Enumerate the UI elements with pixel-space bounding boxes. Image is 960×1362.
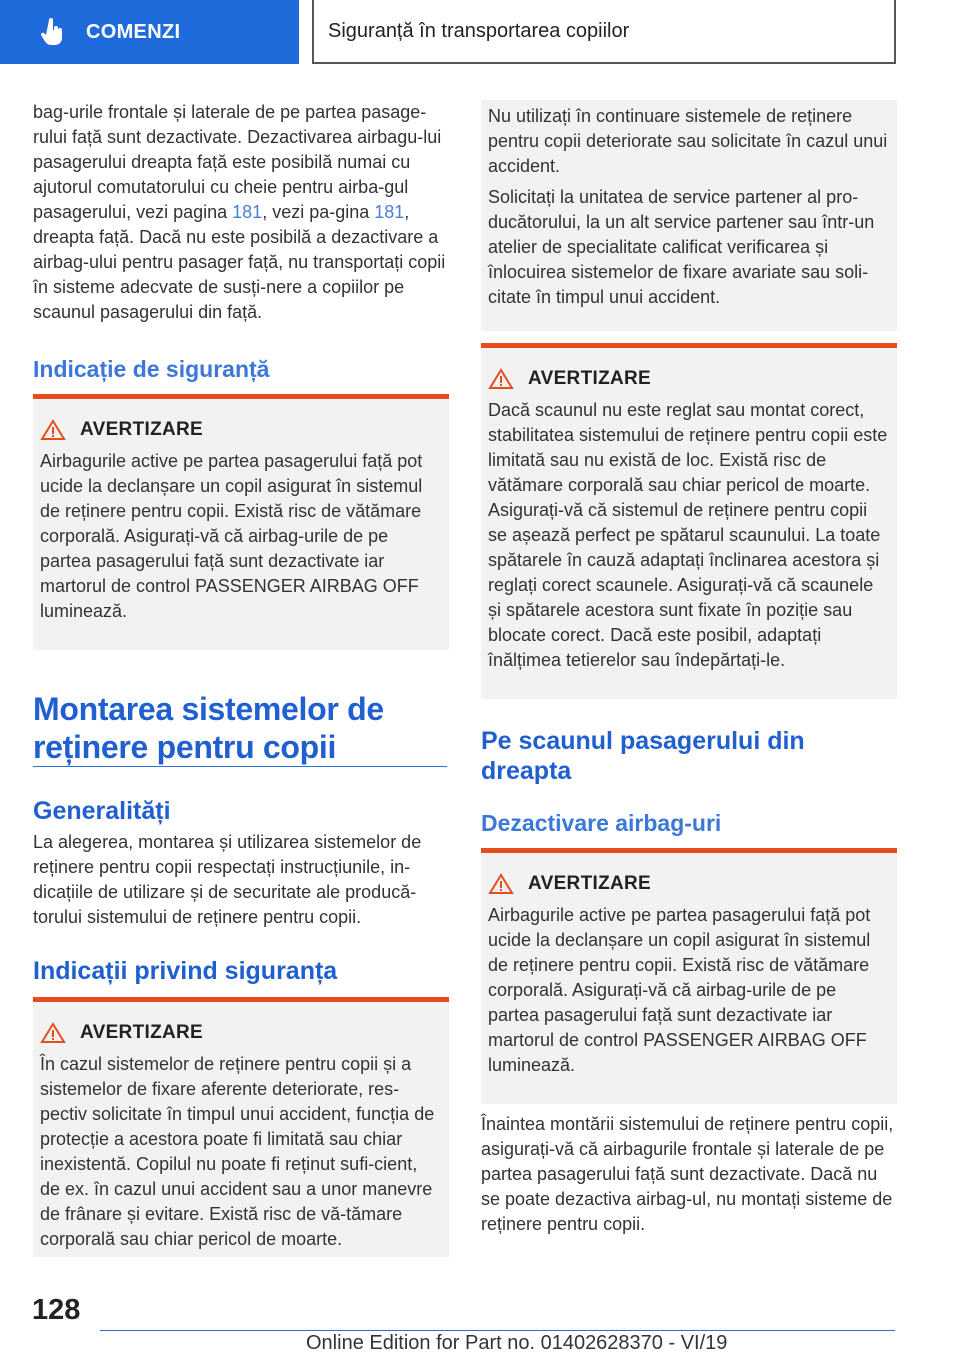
warning-box-3 — [481, 343, 897, 699]
warning-continuation-box — [481, 100, 897, 331]
chapter-title-box — [312, 0, 896, 64]
hand-pointer-icon — [40, 18, 66, 46]
warning-box-4 — [481, 848, 897, 1104]
warning-triangle-icon — [488, 873, 514, 895]
warning-triangle-icon — [40, 419, 66, 441]
warning-title: AVERTIZARE — [528, 873, 651, 894]
warning-triangle-icon — [40, 1022, 66, 1044]
heading-general: Generalități — [33, 797, 171, 825]
heading-underline — [33, 766, 447, 767]
warning-text: În cazul sistemelor de reținere pentru copii și a sistemelor de fixare aferente deteriorate, res-pectiv solicitate în timpul unui accident, funcția de protecție a acestora poate fi limitată sau chiar inexistentă. Copilul nu poate fi reținut sufi-cient, de ex. în cazul unui accident sau a unor manevre de frânare și evitare. Există risc de vă-tămare corporală sau chiar pericol de moarte. — [40, 1054, 435, 1249]
chapter-title: Siguranță în transportarea copiilor — [328, 19, 630, 42]
warning-title: AVERTIZARE — [80, 419, 203, 440]
warning-box-2 — [33, 997, 449, 1257]
warning-title: AVERTIZARE — [80, 1022, 203, 1043]
footer-rule — [100, 1330, 895, 1331]
section-tab-label: COMENZI — [86, 20, 181, 43]
page-footer — [0, 1290, 960, 1362]
heading-passenger-seat: Pe scaunul pasagerului din dreapta — [481, 727, 805, 785]
intro-paragraph: bag-urile frontale și laterale de pe partea pasage-rului față sunt dezactivate. Dezactivarea airbagu-lui pasagerului dreapta față este posibilă numai cu ajutorul comutatorului cu cheie pentru airba-gul pasagerului, vezi pagina 181, vezi pa-gina 181, dreapta față. Dacă nu este posibilă a dezactivare a airbag-ului pentru pasager față, nu transportați copii în sisteme adecvate de susți-nere a copiilor pe scaunul pasagerului din față. — [33, 102, 446, 322]
warning-box-1 — [33, 394, 449, 650]
warning-triangle-icon — [488, 368, 514, 390]
heading-mounting-systems: Montarea sistemelor de reținere pentru copii — [33, 691, 384, 765]
heading-airbag-deactivation: Dezactivare airbag-uri — [481, 810, 722, 836]
warning-text: Dacă scaunul nu este reglat sau montat corect, stabilitatea sistemului de reținere pentru copii este limitată sau nu există de loc. Există risc de vătămare corporală sau chiar pericol de moarte. Asigurați-vă că sistemul de reținere pentru copii se așează perfect pe spătarul scaunului. La toate spătarele în cauză adaptați înclinarea acestora și reglați corect scaunele. Asigurați-vă că scaunele și spătarele acestora sunt fixate în poziție sau blocate corect. Dacă este posibil, adaptați înălțimea tetierelor sau îndepărtați-le. — [488, 400, 888, 670]
heading-safety-note: Indicație de siguranță — [33, 356, 270, 382]
edition-label: Online Edition for Part no. 01402628370 - VI/19 — [306, 1332, 728, 1354]
page-number: 128 — [32, 1294, 81, 1326]
warning-title: AVERTIZARE — [528, 368, 651, 389]
warning-text: Airbagurile active pe partea pasagerului față pot ucide la declanșare un copil asigurat în sistemul de reținere pentru copii. Există risc de vătămare corporală. Asigurați-vă că airbag-urile de pe partea pasagerului față sunt dezactivate iar martorul de control PASSENGER AIRBAG OFF luminează. — [488, 905, 871, 1075]
page-header — [0, 0, 960, 68]
page-link-181-b[interactable]: 181 — [374, 202, 405, 222]
heading-safety-indications: Indicații privind siguranța — [33, 957, 338, 985]
general-paragraph: La alegerea, montarea și utilizarea sistemelor de reținere pentru copii respectați instrucțiunile, in-dicațiile de utilizare și de securitate ale producă-torului sistemului de reținere pentru copii. — [33, 832, 422, 927]
continuation-paragraph-2: Solicitați la unitatea de service partener al pro-ducătorului, la un alt service partener sau într-un atelier de specialitate calificat verificarea și înlocuirea sistemelor de fixare avariate sau soli-citate în timpul unui accident. — [488, 187, 875, 307]
closing-paragraph: Înaintea montării sistemului de reținere pentru copii, asigurați-vă că airbagurile frontale și laterale de pe partea pasagerului față sunt dezactivate. Dacă nu se poate dezactiva airbag-ul, nu montați sisteme de reținere pentru copii. — [481, 1114, 894, 1234]
warning-text: Airbagurile active pe partea pasagerului față pot ucide la declanșare un copil asigurat în sistemul de reținere pentru copii. Există risc de vătămare corporală. Asigurați-vă că airbag-urile de pe partea pasagerului față sunt dezactivate iar martorul de control PASSENGER AIRBAG OFF luminează. — [40, 451, 423, 621]
section-tab-comenzi[interactable] — [0, 0, 299, 64]
page-link-181[interactable]: 181 — [232, 202, 263, 222]
continuation-paragraph-1: Nu utilizați în continuare sistemele de reținere pentru copii deteriorate sau solicitate în cazul unui accident. — [488, 106, 888, 176]
